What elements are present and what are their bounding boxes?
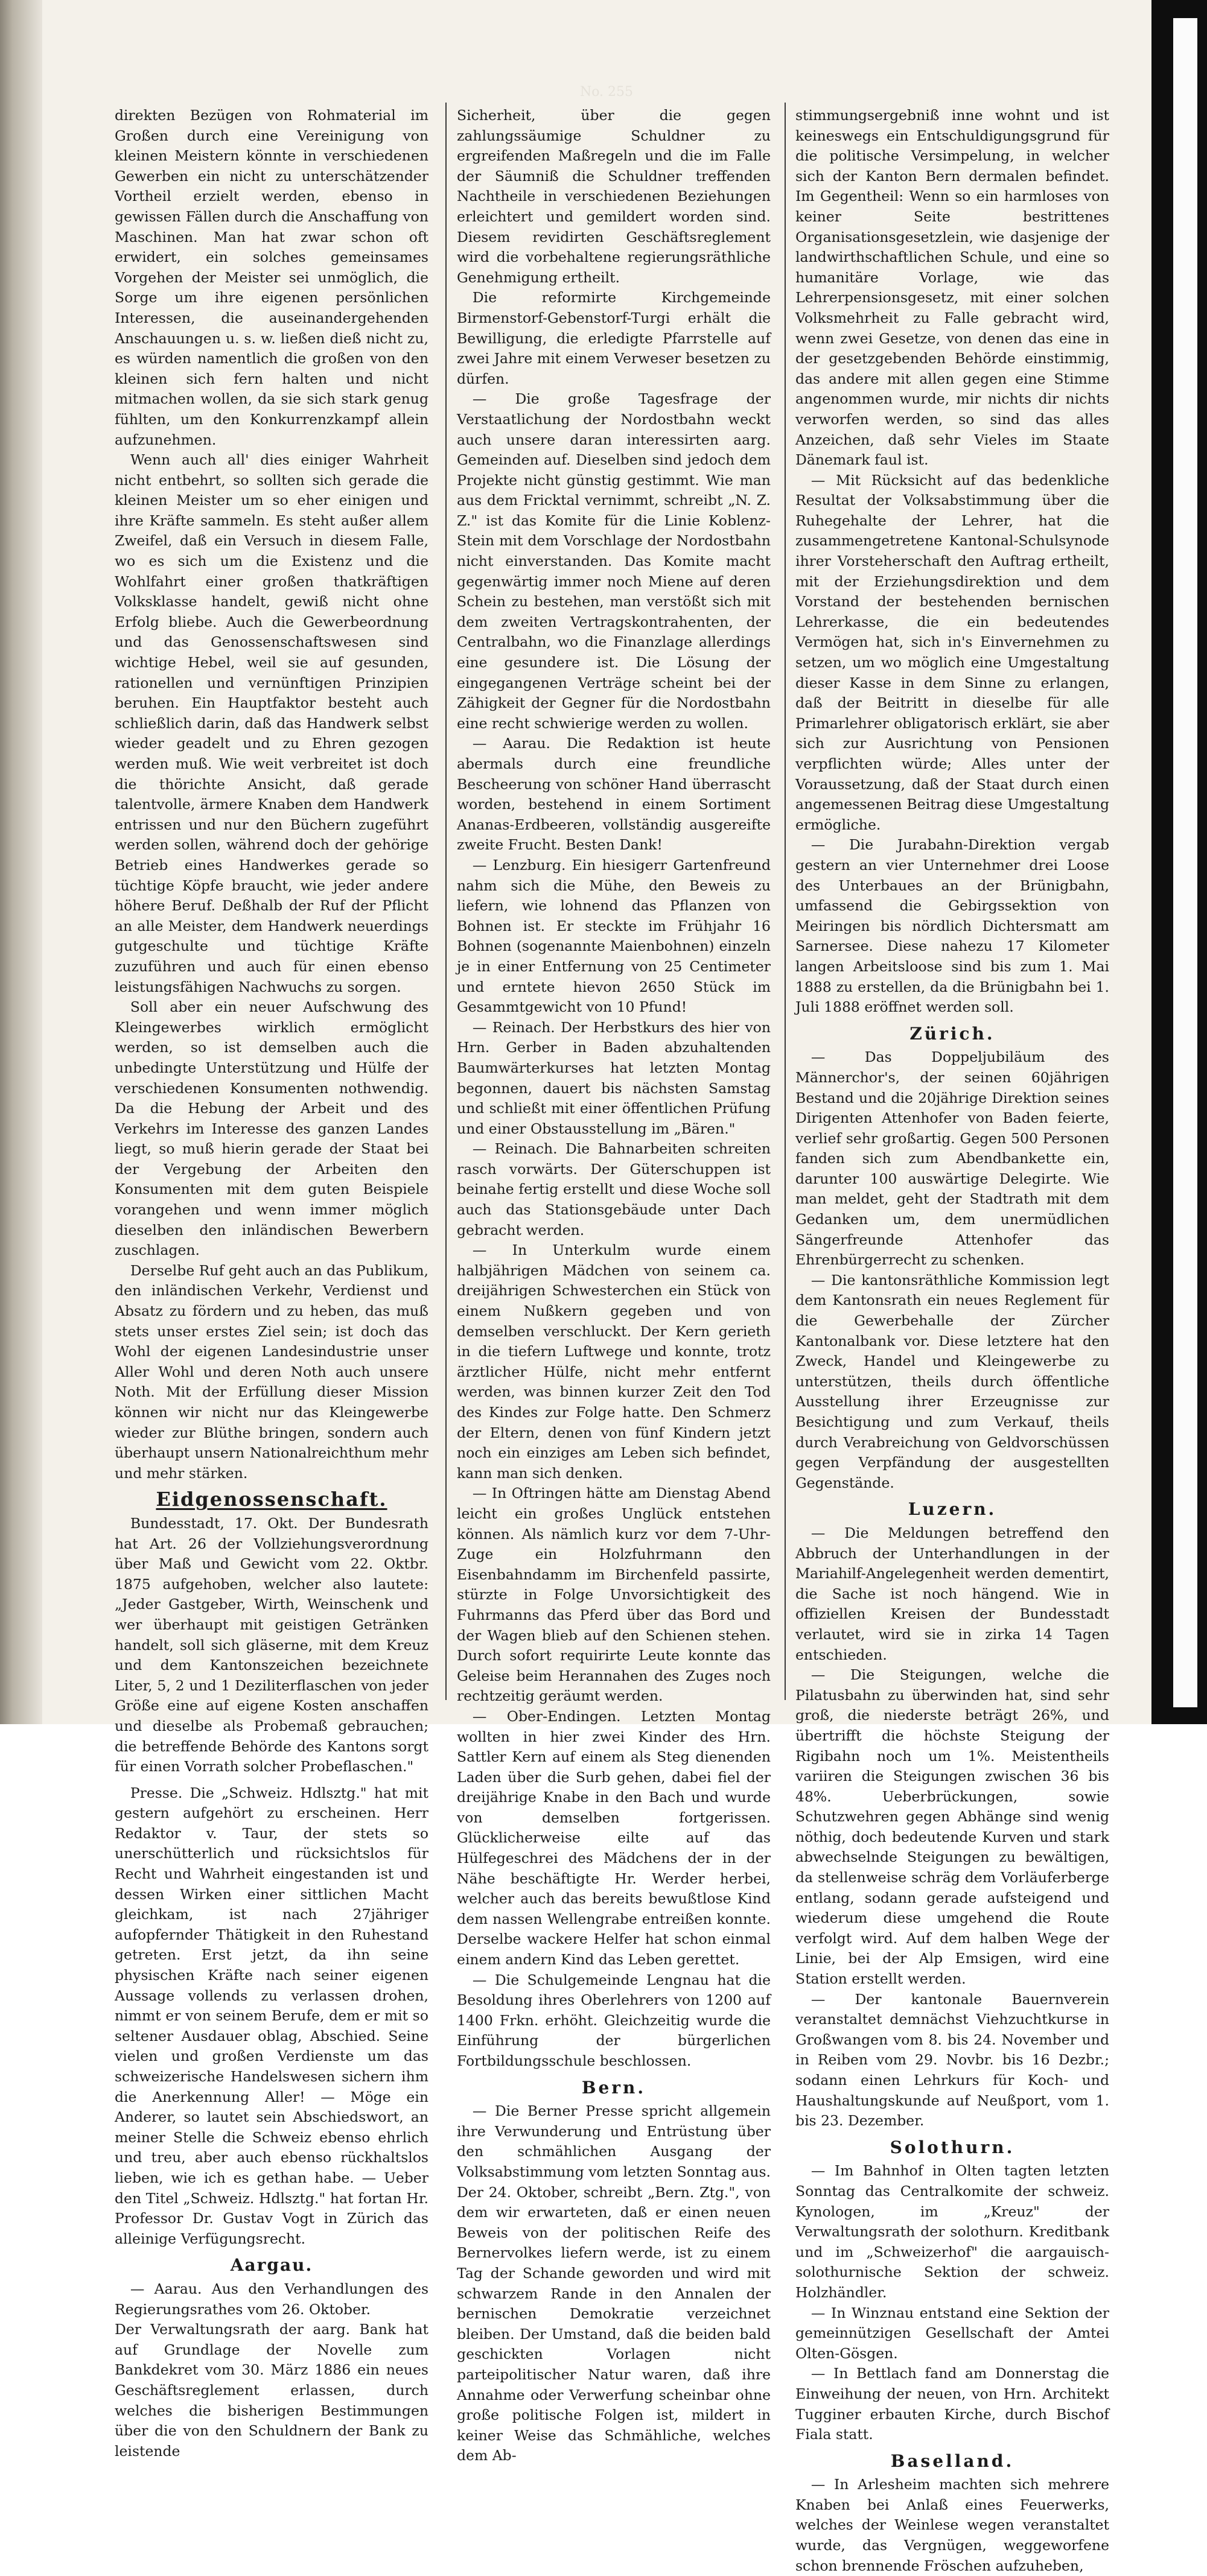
section-heading: Solothurn. bbox=[890, 2137, 1015, 2157]
paragraph: — In Bettlach fand am Donnerstag die Einweihung der neuen, von Hrn. Architekt Tugginer erbauten Kirche, durch Bischof Fiala statt. bbox=[795, 2365, 1109, 2443]
paragraph: Die reformirte Kirchgemeinde Birmenstorf-Gebenstorf-Turgi erhält die Bewilligung, die erledigte Pfarrstelle auf zwei Jahre mit einem Verweser besetzen zu dürfen. bbox=[457, 289, 771, 387]
section-heading: Bern. bbox=[581, 2077, 646, 2098]
paragraph: — Die kantonsräthliche Kommission legt dem Kantonsrath ein neues Reglement für die Gewerbehalle der Zürcher Kantonalbank vor. Diese letztere hat den Zweck, Handel und Kleingewerbe zu unterstützen, theils durch öffentliche Ausstellung ihrer Erzeugnisse zur Besichtigung und zum Verkauf, theils durch Verabreichung von Geldvorschüssen gegen Verpfändung der ausgestellten Gegenstände. bbox=[795, 1271, 1109, 1491]
section-heading: Baselland. bbox=[890, 2451, 1014, 2471]
paragraph: — Ober-Endingen. Letzten Montag wollten in hier zwei Kinder des Hrn. Sattler Kern auf einem als Steg dienenden Laden über die Surb gehen, dabei fiel der dreijährige Knabe in den Bach und wurde von demselben fortgerissen. Glücklicherweise eilte auf das Hülfegeschrei des Mädchens der in der Nähe beschäftigte Hr. Werder herbei, welcher auch das bereits bewußtlose Kind dem nassen Wellengrabe entreißen konnte. Derselbe wackere Helfer hat schon einmal einem andern Kind das Leben gerettet. bbox=[457, 1707, 771, 1968]
paragraph: stimmungsergebniß inne wohnt und ist keineswegs ein Entschuldigungsgrund für die politische Versimpelung, in welcher sich der Kanton Bern dermalen befindet. Im Gegentheil: Wenn so ein harmloses von keiner Seite bestrittenes Organisationsgesetzlein, wie dasjenige der landwirthschaftlichen Schule, und eine so humanitäre Vorlage, wie das Lehrerpensionsgesetz, mit einer solchen Volksmehrheit zu Falle gebracht wird, wenn zwei Gesetze, von denen das eine in der gesetzgebenden Behörde einstimmig, das andere mit allen gegen eine Stimme angenommen wurde, mir nichts dir nichts verworfen werden, so sind das alles Anzeichen, daß sehr Vieles im Staate Dänemark faul ist. bbox=[795, 107, 1109, 469]
paragraph: — In Arlesheim machten sich mehrere Knaben bei Anlaß eines Feuerwerks, welches der Weinlese wegen veranstaltet wurde, das Vergnügen, weggeworfene schon brennende Fröschen aufzuheben, bbox=[795, 2476, 1109, 2574]
section-heading: Luzern. bbox=[908, 1499, 997, 1520]
paragraph: — Die Meldungen betreffend den Abbruch der Unterhandlungen in der Mariahilf-Angelegenheit werden dementirt, die Sache ist noch hängend. Wie in offiziellen Kreisen der Bundesstadt verlautet, wird sie in zirka 14 Tagen entschieden. bbox=[795, 1524, 1109, 1663]
paragraph: Presse. Die „Schweiz. Hdlsztg." hat mit gestern aufgehört zu erscheinen. Herr Redaktor v. Taur, der stets so unerschütterlich und rücksichtslos für Recht und Wahrheit eingestanden ist und dessen Wirken einer sittlichen Macht gleichkam, ist nach 27jähriger aufopfernder Thätigkeit in den Ruhestand getreten. Erst jetzt, da ihn seine physischen Kräfte nach seiner eigenen Aussage vollends zu verlassen drohen, nimmt er von seinem Berufe, dem er mit so seltener Ausdauer oblag, Abschied. Seine vielen und großen Verdienste um das schweizerische Handelswesen sichern ihm die Anerkennung Aller! — Möge ein Anderer, so lautet sein Abschiedswort, an meiner Stelle die Schweiz ebenso ehrlich und treu, aber auch ebenso rückhaltslos lieben, wie ich es gethan habe. — Ueber den Titel „Schweiz. Hdlsztg." hat fortan Hr. Professor Dr. Gustav Vogt in Zürich das alleinige Verfügungsrecht. bbox=[115, 1784, 428, 2247]
column-middle bbox=[457, 106, 771, 2464]
section-heading: Aargau. bbox=[230, 2255, 313, 2276]
paragraph: — Reinach. Die Bahnarbeiten schreiten rasch vorwärts. Der Güterschuppen ist beinahe fertig erstellt und diese Woche soll auch das Stationsgebäude unter Dach gebracht werden. bbox=[457, 1140, 771, 1239]
column-rule bbox=[445, 103, 447, 1700]
paragraph: — Die Jurabahn-Direktion vergab gestern an vier Unternehmer drei Loose des Unterbaues an der Brünigbahn, umfassend die Gebirgssektion von Meiringen bis nördlich Dichtersmatt am Sarnersee. Diese nahezu 17 Kilometer langen Arbeitsloose sind bis zum 1. Mai 1888 zu erstellen, da die Brünigbahn bei 1. Juli 1888 eröffnet werden soll. bbox=[795, 836, 1109, 1016]
column-right bbox=[795, 106, 1109, 2574]
paragraph: — Aarau. Aus den Verhandlungen des Regierungsrathes vom 26. Oktober. bbox=[115, 2280, 428, 2318]
scan-right-edge bbox=[1151, 0, 1207, 1724]
next-page-edge bbox=[1173, 18, 1197, 1707]
paragraph: — Reinach. Der Herbstkurs des hier von Hrn. Gerber in Baden abzuhaltenden Baumwärterkurses hat letzten Montag begonnen, dauert bis nächsten Samstag und schließt mit einer öffentlichen Prüfung und einer Obstausstellung im „Bären." bbox=[457, 1018, 771, 1137]
paragraph: Sicherheit, über die gegen zahlungssäumige Schuldner zu ergreifenden Maßregeln und die im Falle der Säumniß die Schuldner treffenden Nachtheile in verschiedenen Beziehungen erleichtert und gemildert worden sind. Diesem revidirten Geschäftsreglement wird die vorbehaltene regierungsräthliche Genehmigung ertheilt. bbox=[457, 107, 771, 286]
section-heading: Zürich. bbox=[909, 1023, 995, 1044]
paragraph: — In Winznau entstand eine Sektion der gemeinnützigen Gesellschaft der Amtei Olten-Gösgen. bbox=[795, 2304, 1109, 2362]
paragraph: Derselbe Ruf geht auch an das Publikum, den inländischen Verkehr, Verdienst und Absatz zu fördern und zu heben, das muß stets unser erstes Ziel sein; ist doch das Wohl der eigenen Landesindustrie unser Aller Wohl und deren Noth auch unsere Noth. Mit der Erfüllung dieser Mission können wir nicht nur das Kleingewerbe wieder zur Blüthe bringen, sondern auch überhaupt unsern Nationalreichthum mehr und mehr stärken. bbox=[115, 1261, 428, 1482]
paragraph: — Lenzburg. Ein hiesigerr Gartenfreund nahm sich die Mühe, den Beweis zu liefern, wie lohnend das Pflanzen von Bohnen ist. Er steckte im Frühjahr 16 Bohnen (sogenannte Maienbohnen) einzeln je in einer Entfernung von 25 Centimeter und erntete hievon 2650 Stück im Gesammtgewicht von 10 Pfund! bbox=[457, 856, 771, 1016]
paragraph: Bundesstadt, 17. Okt. Der Bundesrath hat Art. 26 der Vollziehungsverordnung über Maß und Gewicht vom 22. Oktbr. 1875 aufgehoben, welcher also lautete: „Jeder Gastgeber, Wirth, Weinschenk und wer überhaupt mit geistigen Getränken handelt, soll sich gläserne, mit dem Kreuz und dem Kantonszeichen bezeichnete Liter, 5, 2 und 1 Deziliterflaschen von jeder Größe eine auf eigene Kosten anschaffen und dieselbe als Probemaß gebrauchen; die betreffende Behörde des Kantons sorgt für einen Vorrath solcher Probeflaschen." bbox=[115, 1514, 428, 1775]
paragraph: — Das Doppeljubiläum des Männerchor's, der seinen 60jährigen Bestand und die 20jährige Direktion seines Dirigenten Attenhofer von Baden feierte, verlief sehr großartig. Gegen 500 Personen fanden sich zum Abendbankette ein, darunter 100 auswärtige Delegirte. Wie man meldet, geht der Stadtrath mit dem Gedanken um, dem unermüdlichen Sängerfreunde Attenhofer das Ehrenbürgerrecht zu schenken. bbox=[795, 1048, 1109, 1269]
paragraph: — Der kantonale Bauernverein veranstaltet demnächst Viehzuchtkurse in Großwangen vom 8. bis 24. November und in Reiben vom 29. Novbr. bis 16 Dezbr.; sodann einen Lehrkurs für Koch- und Haushaltungskunde auf Neußport, vom 1. bis 23. Dezember. bbox=[795, 1990, 1109, 2130]
column-rule bbox=[785, 103, 786, 1700]
paragraph: Der Verwaltungsrath der aarg. Bank hat auf Grundlage der Novelle zum Bankdekret vom 30. März 1886 ein neues Geschäftsreglement erlassen, durch welches die bisherigen Bestimmungen über die von den Schuldnern der Bank zu leistende bbox=[115, 2321, 428, 2460]
paragraph: — Im Bahnhof in Olten tagten letzten Sonntag das Centralkomite der schweiz. Kynologen, im „Kreuz" der Verwaltungsrath der solothurn. Kreditbank und im „Schweizerhof" die aargauisch-solothurnische Sektion der schweiz. Holzhändler. bbox=[795, 2162, 1109, 2301]
paragraph: — In Unterkulm wurde einem halbjährigen Mädchen von seinem ca. dreijährigen Schwesterchen ein Stück von einem Nußkern gegeben und von demselben verschluckt. Der Kern gerieth in die tiefern Luftwege und konnte, trotz ärztlicher Hülfe, nicht mehr entfernt werden, was binnen kurzer Zeit den Tod des Kindes zur Folge hatte. Den Schmerz der Eltern, denen von fünf Kindern jetzt noch ein einziges am Leben sich befindet, kann man sich denken. bbox=[457, 1242, 771, 1482]
paragraph: — Mit Rücksicht auf das bedenkliche Resultat der Volksabstimmung über die Ruhegehalte der Lehrer, hat die zusammengetretene Kantonal-Schulsynode ihrer Vorsteherschaft den Auftrag ertheilt, mit der Erziehungsdirektion und dem Vorstand der bestehenden bernischen Lehrerkasse, die ein bedeutendes Vermögen hat, sich in's Einvernehmen zu setzen, um wo möglich eine Umgestaltung dieser Kasse in dem Sinne zu erlangen, daß der Beitritt in dieselbe für alle Primarlehrer obligatorisch erklärt, sie aber sich zur Ausrichtung von Pensionen verpflichten würde; Alles unter der Voraussetzung, daß der Staat durch einen angemessenen Beitrag diese Umgestaltung ermögliche. bbox=[795, 471, 1109, 833]
paragraph: — Die Schulgemeinde Lengnau hat die Besoldung ihres Oberlehrers von 1200 auf 1400 Frkn. erhöht. Gleichzeitig wurde die Einführung der bürgerlichen Fortbildungsschule beschlossen. bbox=[457, 1971, 771, 2069]
paragraph: direkten Bezügen von Rohmaterial im Großen durch eine Vereinigung von kleinen Meistern könnte in verschiedenen Gewerben ein nicht zu unterschätzender Vortheil erzielt werden, ebenso in gewissen Fällen durch die Anschaffung von Maschinen. Man hat zwar schon oft erwidert, ein solches gemeinsames Vorgehen der Meister sei unmöglich, die Sorge um ihre eigenen persönlichen Interessen, die auseinandergehenden Anschauungen u. s. w. ließen dieß nicht zu, es würden namentlich die großen von den kleinen sich fern halten und nicht mitmachen wollen, da sie sich stark genug fühlten, um den Konkurrenzkampf allein aufzunehmen. bbox=[115, 107, 428, 448]
page-binding-edge bbox=[0, 0, 42, 1724]
section-heading: Eidgenossenschaft. bbox=[156, 1488, 387, 1511]
paragraph: — Die Berner Presse spricht allgemein ihre Verwunderung und Entrüstung über den schmählichen Ausgang der Volksabstimmung vom letzten Sonntag aus. Der 24. Oktober, schreibt „Bern. Ztg.", von dem wir erwarteten, daß er einen neuen Beweis von der politischen Reife des Bernervolkes liefern werde, ist zu einem Tag der Schande geworden und wird mit schwarzem Rande in den Annalen der bernischen Demokratie verzeichnet bleiben. Der Umstand, daß die beiden bald geschickten Vorlagen nicht parteipolitischer Natur waren, daß ihre Annahme oder Verwerfung scheinbar ohne große politische Folgen ist, mildert in keiner Weise das Schmähliche, welches dem Ab- bbox=[457, 2102, 771, 2464]
paragraph: Wenn auch all' dies einiger Wahrheit nicht entbehrt, so sollten sich gerade die kleinen Meister um so eher einigen und ihre Kräfte sammeln. Es steht außer allem Zweifel, daß ein Versuch in diesem Falle, wo es sich um die Existenz und die Wohlfahrt einer großen thatkräftigen Volksklasse handelt, gewiß nicht ohne Erfolg bliebe. Auch die Gewerbeordnung und das Genossenschaftswesen sind wichtige Hebel, weil sie auf gesunden, rationellen und vernünftigen Prinzipien beruhen. Ein Hauptfaktor besteht auch schließlich darin, daß das Handwerk selbst wieder geadelt und zu Ehren gezogen werden muß. Wie weit verbreitet ist doch die thörichte Ansicht, daß gerade talentvolle, ärmere Knaben dem Handwerk entrissen und nur den Büchern zugeführt werden sollen, während doch der gehörige Betrieb eines Handwerkes gerade so tüchtige Köpfe braucht, wie jeder andere höhere Beruf. Deßhalb der Ruf der Pflicht an alle Meister, dem Handwerk neuerdings gutgeschulte und tüchtige Kräfte zuzuführen und auch für einen ebenso leistungsfähigen Nachwuchs zu sorgen. bbox=[115, 451, 428, 995]
paragraph: — In Oftringen hätte am Dienstag Abend leicht ein großes Unglück entstehen können. Als nämlich kurz vor dem 7-Uhr-Zuge ein Holzfuhrmann den Eisenbahndamm im Birchenfeld passirte, stürzte in Folge Unvorsichtigkeit des Fuhrmanns das Pferd über das Bord und der Wagen blieb auf den Schienen stehen. Durch sofort requirirte Leute konnte das Geleise beim Herannahen des Zuges noch rechtzeitig geräumt werden. bbox=[457, 1485, 771, 1705]
paragraph: Soll aber ein neuer Aufschwung des Kleingewerbes wirklich ermöglicht werden, so ist demselben auch die unbedingte Unterstützung und Hülfe der verschiedenen Konsumenten nothwendig. Da die Hebung der Arbeit und des Verkehrs im Interesse des ganzen Landes liegt, so muß hierin gerade der Staat bei der Vergebung der Arbeiten den Konsumenten mit dem guten Beispiele vorangehen und wenn immer möglich dieselben den inländischen Bewerbern zuschlagen. bbox=[115, 998, 428, 1259]
paragraph: — Die Steigungen, welche die Pilatusbahn zu überwinden hat, sind sehr groß, die niederste beträgt 26%, und übertrifft die höchste Steigung der Rigibahn noch um 1%. Meistentheils variiren die Steigungen zwischen 36 bis 48%. Ueberbrückungen, sowie Schutzwehren gegen Abhänge sind wenig nöthig, doch bedeutende Kurven und stark abwechselnde Steigungen zu bewältigen, da stellenweise schräg dem Vorläuferberge entlang, sodann gerade aufsteigend und wiederum diese umgehend die Route verfolgt wird. Auf dem halben Wege der Linie, bei der Alp Emsigen, wird eine Station erstellt werden. bbox=[795, 1666, 1109, 1988]
paragraph: — Die große Tagesfrage der Verstaatlichung der Nordostbahn weckt auch unsere daran interessirten aarg. Gemeinden auf. Dieselben sind jedoch dem Projekte nicht günstig gestimmt. Wie man aus dem Fricktal vernimmt, schreibt „N. Z. Z." ist das Komite für die Linie Koblenz-Stein mit dem Vorschlage der Nordostbahn nicht einverstanden. Das Komite macht gegenwärtig immer noch Miene auf deren Schein zu bestehen, man verstößt sich mit dem zweiten Vertragskontrahenten, der Centralbahn, wo die Finanzlage allerdings eine gesundere ist. Die Lösung der eingegangenen Verträge scheint bei der Zähigkeit der Gegner für die Nordostbahn eine recht schwierige werden zu wollen. bbox=[457, 390, 771, 732]
bleed-through-header: No. 255 bbox=[579, 84, 634, 100]
column-left bbox=[115, 106, 428, 2460]
paragraph: — Aarau. Die Redaktion ist heute abermals durch eine freundliche Bescheerung von schöner Hand überrascht worden, bestehend in einem Sortiment Ananas-Erdbeeren, vollständig ausgereifte zweite Frucht. Besten Dank! bbox=[457, 735, 771, 854]
